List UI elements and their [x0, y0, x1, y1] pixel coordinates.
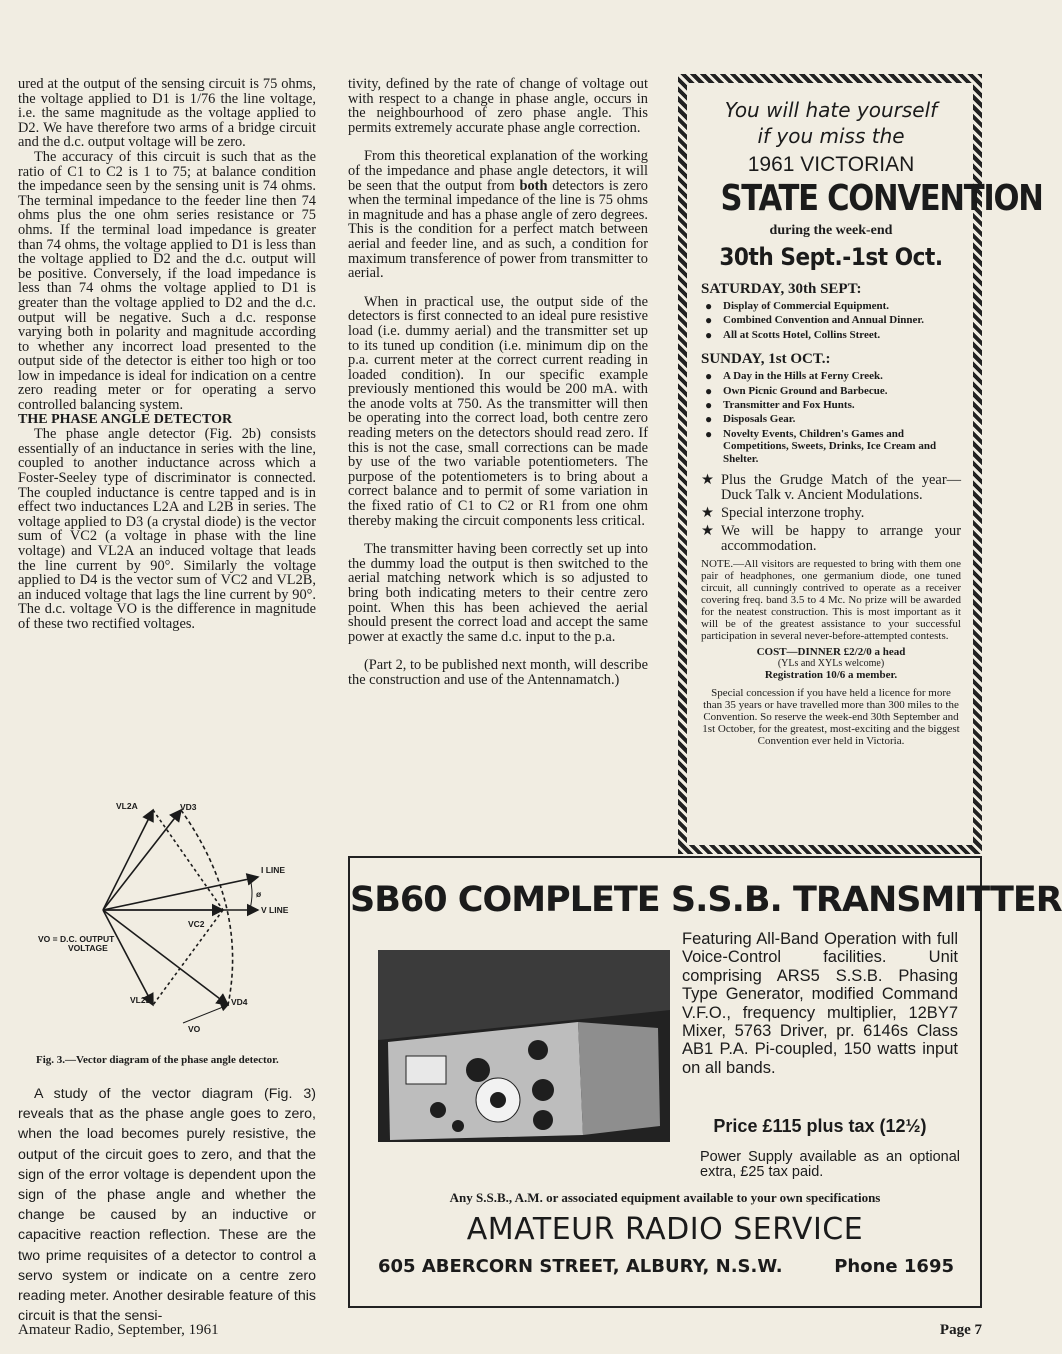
label-vd4: VD4: [231, 997, 248, 1007]
label-v-line: V LINE: [261, 905, 289, 915]
label-vo-definition: VO = D.C. OUTPUT: [38, 934, 115, 944]
list-item: ● Combined Convention and Annual Dinner.: [701, 314, 961, 326]
label-phi: ø: [256, 889, 262, 899]
paragraph: A study of the vector diagram (Fig. 3) reveals that as the phase angle goes to zero, when the load becomes purely resistive, the output of the circuit goes to zero, and that the sign of the error voltage is dependent upon the sign of the phase angle and whether the change be caused by an inductive or capacitive reaction reflection. These are the two prime requisites of a detector to control a servo system or indicate on a centre zero reading meter. Another desirable feature of this circuit is that the sensi-: [18, 1086, 316, 1325]
ad-availability: Any S.S.B., A.M. or associated equipment available to your own specifications: [449, 1190, 881, 1205]
company-phone: Phone 1695: [834, 1256, 954, 1277]
convention-during: during the week-end: [769, 223, 893, 238]
transmitter-photo: [378, 950, 670, 1142]
paragraph: tivity, defined by the rate of change of voltage out with respect to a change in phase angle, occurs in the neighbourhood of zero phase angle. This permits extremely accurate phase angle correction.: [348, 76, 648, 136]
vector-vd3: [103, 810, 181, 910]
dinner-cost: COST—DINNER £2/2/0 a head: [756, 646, 906, 659]
company-address: 605 ABERCORN STREET, ALBURY, N.S.W.: [378, 1256, 783, 1277]
vector-diagram-drawing: [18, 801, 316, 1035]
ad-features: Featuring All-Band Operation with full Voice-Control facilities. Unit comprising ARS5 S.S.B. Phasing Type Generator, modified Command V.F.O., frequency multiplier, 12BY7 Mixer, 5763 Driver, pr. 6146s Class AB1 P.A. Pi-coupled, 150 watts input on all bands.: [682, 930, 958, 1077]
vector-i-line: [103, 877, 258, 910]
list-item: ● A Day in the Hills at Ferny Creek.: [701, 370, 961, 382]
label-vo-definition-2: VOLTAGE: [68, 943, 108, 953]
list-item: ● Own Picnic Ground and Barbecue.: [701, 385, 961, 397]
convention-title: STATE CONVENTION: [720, 178, 1043, 219]
article-column-1: [18, 77, 316, 632]
list-item: ● Transmitter and Fox Hunts.: [701, 399, 961, 411]
vector-vd4: [103, 910, 228, 1005]
convention-year: 1961 VICTORIAN: [747, 153, 915, 176]
paragraph-text: detectors is zero when the terminal impedance of the line is 75 ohms in magnitude and has a phase angle of zero degrees. This is the condition for a perfect match between aerial and feeder line, and as such, a condition for maximum transference of power from transmitter to aerial.: [348, 177, 648, 282]
paragraph: (Part 2, to be published next month, will describe the construction and use of the Antennamatch.): [348, 657, 648, 688]
article-column-2: [348, 77, 648, 688]
section-heading: THE PHASE ANGLE DETECTOR: [18, 411, 233, 427]
paragraph-emphasis: both: [519, 177, 548, 194]
paragraph: The transmitter having been correctly set up into the dummy load the output is then switched to the aerial matching network which is so adjusted to bring both indicating meters to their centre zero point. When this has been achieved the aerial should present the correct load and accept the same power at exactly the same d.c. input to the p.a.: [348, 541, 648, 645]
dinner-cost-note: (YLs and XYLs welcome): [777, 658, 885, 670]
label-i-line: I LINE: [261, 865, 286, 875]
label-vc2: VC2: [188, 919, 205, 929]
saturday-list: [701, 300, 961, 341]
ad-title: SB60 COMPLETE S.S.B. TRANSMITTER: [350, 880, 1062, 920]
highlights-list: [701, 473, 961, 554]
list-item: ● Novelty Events, Children's Games and Competitions, Sweets, Drinks, Ice Cream and Shelter.: [701, 428, 961, 465]
saturday-heading: SATURDAY, 30th SEPT:: [701, 281, 862, 297]
footer-publication: Amateur Radio, September, 1961: [18, 1322, 219, 1338]
special-concession: Special concession if you have held a licence for more than 35 years or have travelled more than 300 miles to the Convention. So reserve the week-end 30th September and 1st October, for the greatest, most-exciting and the biggest Convention ever held in Victoria.: [702, 687, 960, 748]
sunday-heading: SUNDAY, 1st OCT.:: [701, 351, 831, 368]
convention-tagline-1: You will hate yourself: [724, 98, 938, 122]
paragraph: ured at the output of the sensing circuit is 75 ohms, the voltage applied to D1 is 1/76 the line voltage, i.e. the same magnitude as the voltage applied to D2. We have therefore two arms of a bridge circuit and the d.c. output voltage will be zero.: [18, 76, 316, 151]
visitor-note: NOTE.—All visitors are requested to bring with them one pair of headphones, one germanium diode, one tuned circuit, all cunningly contrived to operate as a receiver covering freq. band 3.5 to 4 Mc. No prize will be awarded for the neatest construction. This is most important as it will be of the greatest assistance to your successful participation in several never-before-attempted contests.: [701, 558, 961, 643]
convention-advertisement: [678, 74, 1043, 854]
convention-dates: 30th Sept.-1st Oct.: [719, 243, 943, 271]
paragraph-text: From this theoretical explanation of the working of the impedance and phase angle detectors, it will be seen that the output from: [348, 148, 648, 194]
label-vl2a: VL2A: [116, 801, 138, 811]
vector-vl2a: [103, 810, 153, 910]
vector-vl2b: [103, 910, 153, 1005]
label-vo: VO: [188, 1024, 201, 1034]
label-vl2b: VL2B: [130, 995, 152, 1005]
list-item: ● Disposals Gear.: [701, 413, 961, 425]
list-item: ★ We will be happy to arrange your accommodation.: [701, 524, 961, 554]
paragraph: [348, 149, 648, 280]
paragraph: The accuracy of this circuit is such that as the ratio of C1 to C2 is 1 to 75; at balance condition the impedance seen by the sensing unit is 74 ohms. The terminal impedance to the feeder line then 74 ohms plus the one ohm series resistance or 75 ohms. If the terminal load impedance is greater than 74 ohms, the voltage applied to D1 is less than the voltage applied to D2 and the d.c. output will be positive. Conversely, if the load impedance is less than 74 ohms the voltage applied to D1 is greater than the voltage applied to D2 and the d.c. output will be negative. Such a d.c. response varying both in polarity and magnitude according to whether any incorrect load presented to the output side of the detector is either too high or too low in impedance is ideal for indication on a centre zero reading meter or for operating a servo controlled balancing system.: [18, 148, 316, 414]
convention-tagline-2: if you miss the: [757, 124, 905, 148]
article-column-1-continued: [18, 1084, 316, 1326]
ad-price: Price £115 plus tax (12½): [713, 1116, 927, 1136]
list-item: ★ Plus the Grudge Match of the year—Duck Talk v. Ancient Modulations.: [701, 473, 961, 503]
transmitter-advertisement: [348, 856, 1062, 1308]
label-vd3: VD3: [180, 802, 197, 812]
ad-power-supply: Power Supply available as an optional extra, £25 tax paid.: [700, 1149, 960, 1180]
paragraph: When in practical use, the output side of the detectors is first connected to an ideal pure resistive load (i.e. dummy aerial) and the transmitter set up to its tuned up condition (i.e. minimum dip on the p.a. current meter at the correct current reading in loaded condition). In our specific example previously mentioned this would be 200 mA. with the anode volts at 750. As the transmitter will then be operating into the correct load, both centre zero reading meters on the detectors should read zero. If this is not the case, small corrections can be made by use of the two variable potentiometers. The purpose of the potentiometers is to bring about a correct balance and to permit of some variation in the fixed ratio of C1 to C2 or R1 from one ohm thereby making the circuit components less critical.: [348, 293, 648, 529]
paragraph: The phase angle detector (Fig. 2b) consists essentially of an inductance in series with the line, coupled to another inductance across which a Foster-Seeley type of discriminator is connected. The coupled inductance is centre tapped and is in effect two inductances L2A and L2B in series. The voltage applied to D3 (a crystal diode) is the vector sum of VC2 (a voltage in phase with the line voltage) and VL2A an induced voltage that leads the line current by 90°. Similarly the voltage applied to D4 is the vector sum of VC2 and VL2B, an induced voltage that lags the line current by 90°. The d.c. voltage VO is the difference in magnitude of these two rectified voltages.: [18, 426, 316, 632]
sunday-list: [701, 370, 961, 465]
list-item: ★ Special interzone trophy.: [701, 506, 961, 521]
company-name: AMATEUR RADIO SERVICE: [466, 1212, 864, 1247]
registration-fee: Registration 10/6 a member.: [764, 669, 898, 682]
figure-caption: Fig. 3.—Vector diagram of the phase angle detector.: [36, 1054, 279, 1066]
list-item: ● Display of Commercial Equipment.: [701, 300, 961, 312]
page-number: Page 7: [939, 1322, 982, 1338]
list-item: ● All at Scotts Hotel, Collins Street.: [701, 329, 961, 341]
